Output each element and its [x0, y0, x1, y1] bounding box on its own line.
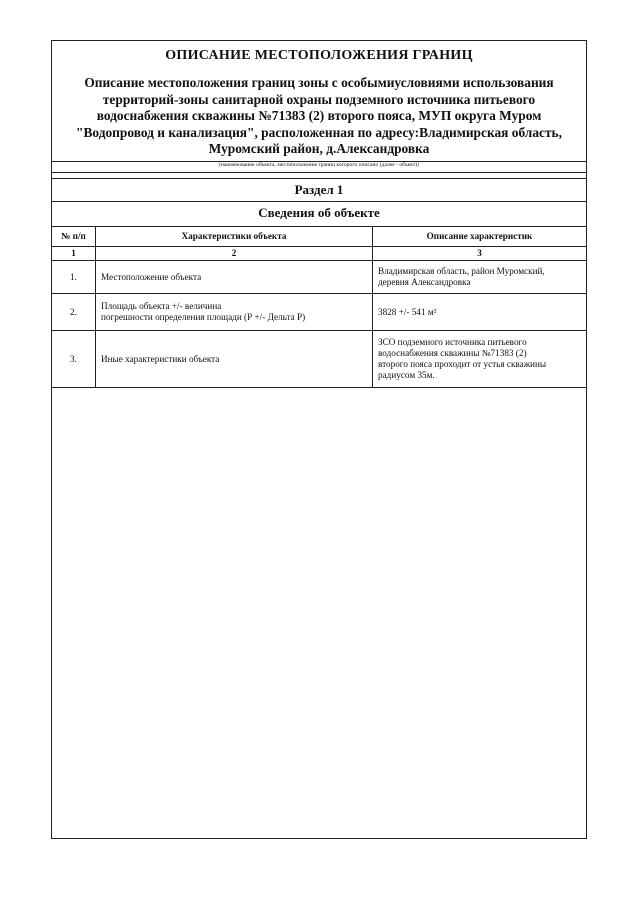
- description-line: 3828 +/- 541 м²: [378, 306, 437, 317]
- description-line: ЗСО подземного источника питьевого: [378, 337, 527, 347]
- characteristic-line: Площадь объекта +/- величина: [101, 301, 222, 311]
- table-row: [52, 331, 586, 388]
- row-characteristic: [96, 331, 373, 388]
- characteristic-line: Иные характеристики объекта: [101, 353, 220, 364]
- row-characteristic: [96, 261, 373, 294]
- table-row: [52, 261, 586, 294]
- row-number: 1.: [52, 261, 96, 294]
- subsection-title: Сведения об объекте: [258, 205, 380, 220]
- column-number-row: [52, 247, 586, 261]
- document-frame: [51, 40, 587, 839]
- characteristic-line: погрешности определения площади (Р +/- Дельта Р): [101, 312, 306, 322]
- row-number: 2.: [52, 294, 96, 331]
- row-description: [373, 294, 587, 331]
- row-description: [373, 261, 587, 294]
- row-description: [373, 331, 587, 388]
- object-caption: (наименование объекта, местоположение границ которого описано (далее - объект)): [218, 162, 420, 168]
- description-line: водоснабжения скважины №71383 (2): [378, 348, 527, 358]
- description-line: деревня Александровка: [378, 277, 471, 287]
- column-number: 3: [373, 247, 587, 261]
- document-title: ОПИСАНИЕ МЕСТОПОЛОЖЕНИЯ ГРАНИЦ: [165, 48, 473, 63]
- header-description: Описание характеристик: [373, 227, 587, 247]
- row-characteristic: [96, 294, 373, 331]
- caption-bottom-divider: [52, 172, 586, 173]
- description-line: территорий-зоны санитарной охраны подземного источника питьевого: [102, 91, 536, 107]
- header-number: № п/п: [52, 227, 96, 247]
- column-number: 1: [52, 247, 96, 261]
- section-title: Раздел 1: [294, 182, 344, 197]
- object-info-table: [52, 226, 586, 388]
- description-line: Владимирская область, район Муромский,: [378, 266, 545, 276]
- description-line: Муромский район, д.Александровка: [208, 141, 430, 156]
- description-line: радиусом 35м.: [378, 370, 435, 380]
- characteristic-line: Местоположение объекта: [101, 271, 202, 282]
- section-top-divider: [52, 178, 586, 179]
- description-line: Описание местоположения границ зоны с особымиусловиями использования: [84, 75, 554, 90]
- table-row: [52, 294, 586, 331]
- header-characteristic: Характеристики объекта: [96, 227, 373, 247]
- section-divider: [52, 201, 586, 202]
- description-line: второго пояса проходит от устья скважины: [378, 359, 547, 369]
- column-number: 2: [96, 247, 373, 261]
- description-line: "Водопровод и канализация", расположенная по адресу:Владимирская область,: [76, 124, 562, 140]
- description-line: водоснабжения скважины №71383 (2) второго пояса, МУП округа Муром: [96, 108, 542, 123]
- row-number: 3.: [52, 331, 96, 388]
- table-header-row: [52, 227, 586, 247]
- object-description: [66, 75, 572, 158]
